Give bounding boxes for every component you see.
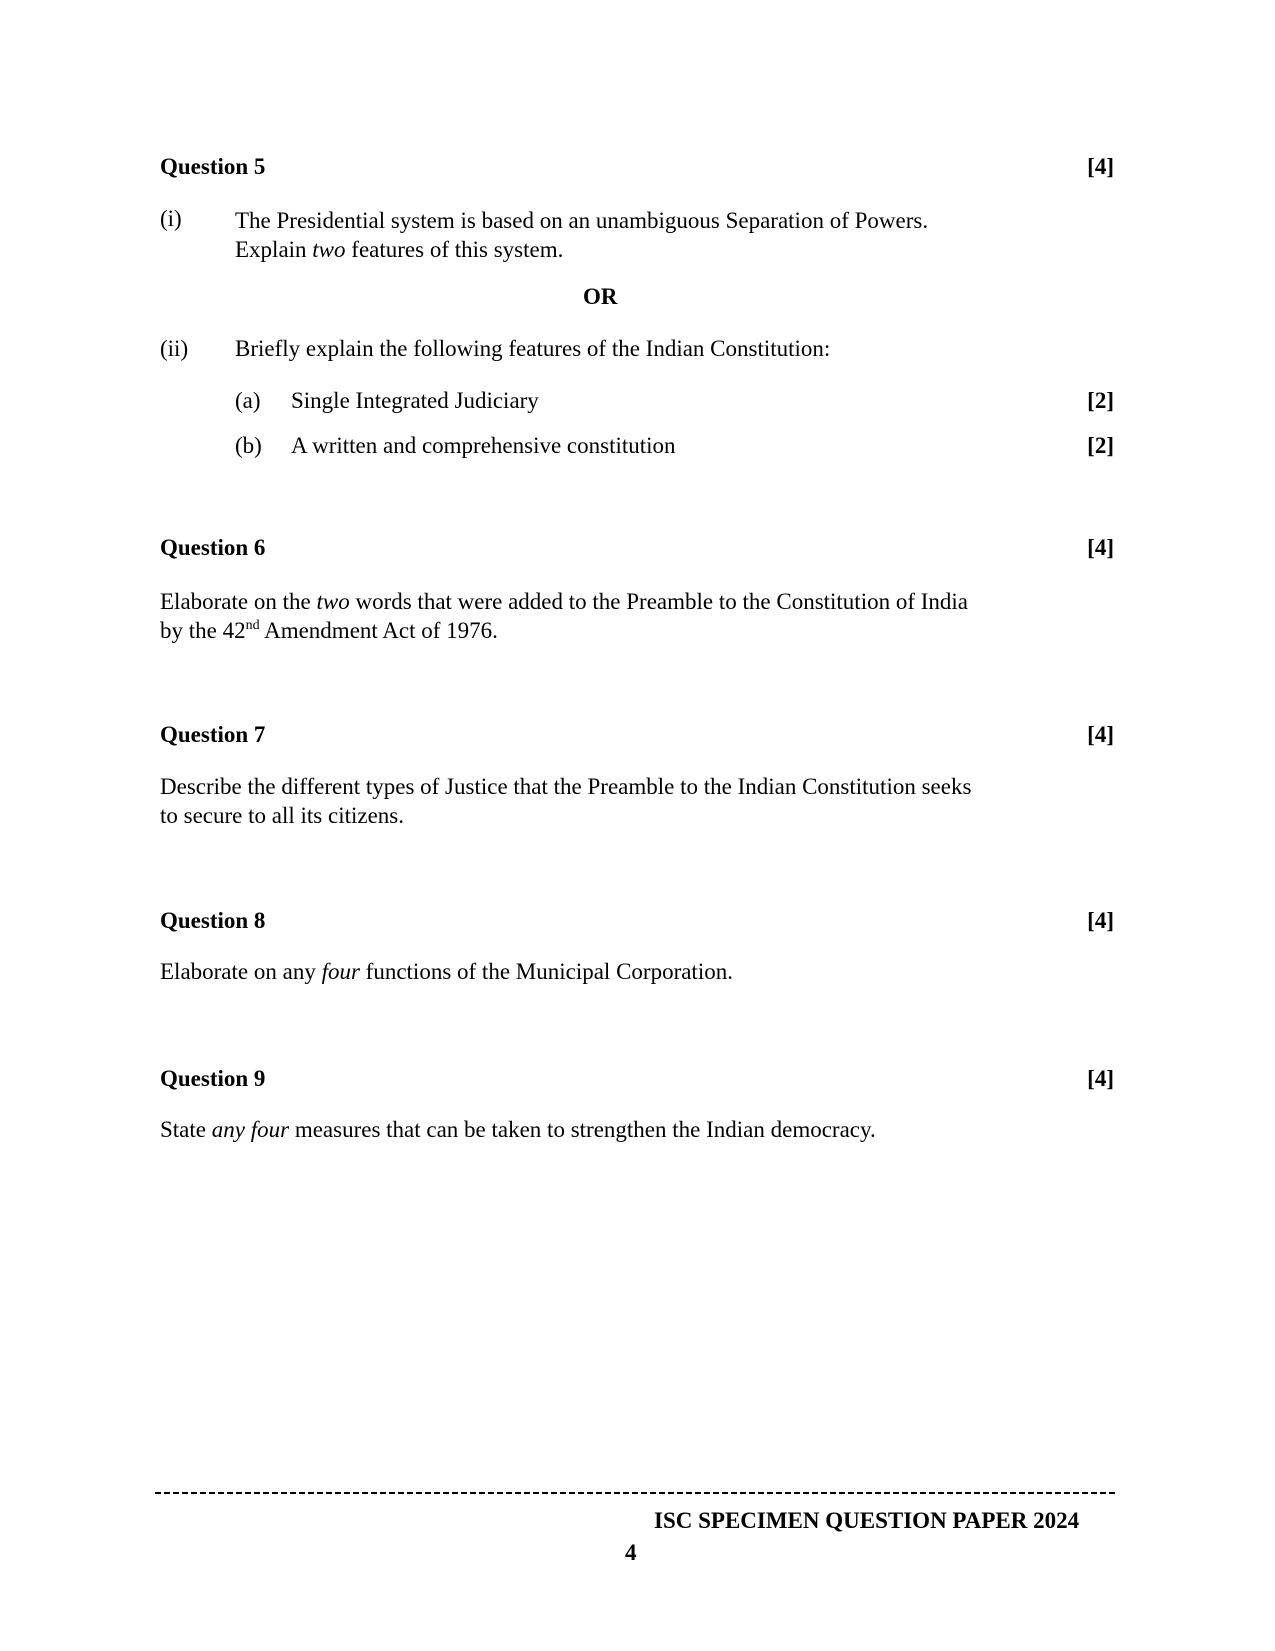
question-7-heading: Question 7 xyxy=(160,722,266,747)
question-5-part-i-line-1: The Presidential system is based on an unambiguous Separation of Powers. xyxy=(235,208,929,233)
text-run: measures that can be taken to strengthen the Indian democracy. xyxy=(289,1117,876,1142)
question-5-sub-a-marks: [2] xyxy=(1087,388,1114,413)
question-5-sub-b-label: (b) xyxy=(235,433,262,458)
question-5-marks: [4] xyxy=(1087,154,1114,179)
or-separator: OR xyxy=(583,284,618,309)
emphasis: two xyxy=(316,589,350,614)
page-number: 4 xyxy=(625,1540,637,1565)
footer-dashed-rule xyxy=(155,1492,1117,1494)
question-5-part-i-text xyxy=(235,206,1048,264)
question-6-line-1 xyxy=(160,587,1048,616)
footer-title: ISC SPECIMEN QUESTION PAPER 2024 xyxy=(654,1508,1080,1533)
question-5-part-i-label: (i) xyxy=(160,206,182,231)
text-run: features of this system. xyxy=(345,237,564,262)
emphasis: any four xyxy=(211,1117,290,1142)
question-7-marks: [4] xyxy=(1087,722,1114,747)
question-9-marks: [4] xyxy=(1087,1066,1114,1091)
question-5-sub-b-text: A written and comprehensive constitution xyxy=(291,433,676,458)
question-5-heading: Question 5 xyxy=(160,154,266,179)
question-7-text xyxy=(160,772,1048,830)
question-5-sub-a-label: (a) xyxy=(235,388,261,413)
question-7-line-1: Describe the different types of Justice that the Preamble to the Indian Constitution seeks xyxy=(160,774,972,799)
text-run: by the 42 xyxy=(160,618,246,643)
question-8-heading: Question 8 xyxy=(160,908,266,933)
question-5-part-i-line-2 xyxy=(235,235,1048,264)
question-6-marks: [4] xyxy=(1087,535,1114,560)
emphasis: two xyxy=(312,237,346,262)
question-6-heading: Question 6 xyxy=(160,535,266,560)
question-9-text xyxy=(160,1115,1048,1144)
question-6-text xyxy=(160,587,1048,645)
text-run: Explain xyxy=(235,237,313,262)
question-6-line-2 xyxy=(160,616,1048,645)
text-run: functions of the Municipal Corporation. xyxy=(359,959,733,984)
question-7-line-2: to secure to all its citizens. xyxy=(160,803,404,828)
text-run: State xyxy=(160,1117,212,1142)
text-run: words that were added to the Preamble to the Constitution of India xyxy=(349,589,969,614)
text-run: Elaborate on the xyxy=(160,589,317,614)
question-5-part-ii-label: (ii) xyxy=(160,336,189,361)
question-8-text xyxy=(160,957,1048,986)
question-8-marks: [4] xyxy=(1087,908,1114,933)
question-9-heading: Question 9 xyxy=(160,1066,266,1091)
text-run: Elaborate on any xyxy=(160,959,322,984)
superscript: nd xyxy=(245,618,260,633)
question-5-part-ii-text: Briefly explain the following features of the Indian Constitution: xyxy=(235,336,831,361)
question-5-sub-a-text: Single Integrated Judiciary xyxy=(291,388,539,413)
emphasis: four xyxy=(321,959,360,984)
text-run: Amendment Act of 1976. xyxy=(259,618,498,643)
question-5-sub-b-marks: [2] xyxy=(1087,433,1114,458)
